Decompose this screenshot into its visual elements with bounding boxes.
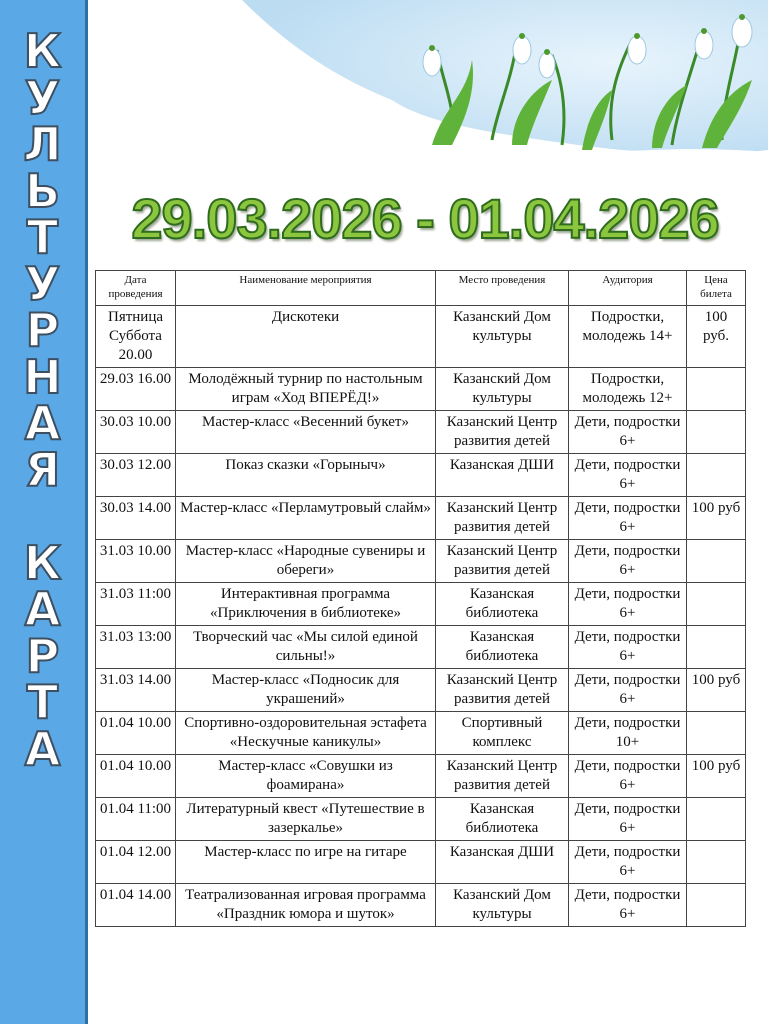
cell-place: Казанская библиотека	[436, 583, 569, 626]
cell-date: 29.03 16.00	[96, 368, 176, 411]
cell-name: Мастер-класс по игре на гитаре	[176, 841, 436, 884]
cell-audience: Дети, подростки 6+	[569, 798, 687, 841]
cell-price: 100 руб	[687, 755, 746, 798]
header-place: Место проведения	[436, 271, 569, 306]
side-title-letter: У	[24, 256, 61, 311]
cell-name: Дискотеки	[176, 306, 436, 368]
cell-name: Театрализованная игровая программа «Праздник юмора и шуток»	[176, 884, 436, 927]
cell-place: Казанский Дом культуры	[436, 884, 569, 927]
cell-place: Казанский Дом культуры	[436, 306, 569, 368]
cell-name: Мастер-класс «Подносик для украшений»	[176, 669, 436, 712]
cell-date: 31.03 11:00	[96, 583, 176, 626]
side-title-letter: Т	[26, 675, 59, 729]
cell-place: Казанский Дом культуры	[436, 368, 569, 411]
cell-date: 30.03 14.00	[96, 497, 176, 540]
cell-name: Спортивно-оздоровительная эстафета «Нескучные каникулы»	[176, 712, 436, 755]
table-row	[96, 712, 746, 755]
cell-price: 100 руб	[687, 669, 746, 712]
cell-date: 01.04 12.00	[96, 841, 176, 884]
cell-name: Мастер-класс «Весенний букет»	[176, 411, 436, 454]
cell-place: Казанский Центр развития детей	[436, 669, 569, 712]
cell-audience: Дети, подростки 6+	[569, 411, 687, 454]
cell-place: Казанская библиотека	[436, 798, 569, 841]
cell-name: Мастер-класс «Совушки из фоамирана»	[176, 755, 436, 798]
table-row	[96, 540, 746, 583]
cell-date: 30.03 12.00	[96, 454, 176, 497]
events-table	[95, 270, 746, 927]
cell-audience: Дети, подростки 6+	[569, 540, 687, 583]
cell-name: Мастер-класс «Народные сувениры и обереги»	[176, 540, 436, 583]
cell-place: Спортивный комплекс	[436, 712, 569, 755]
table-header-row	[96, 271, 746, 306]
table-row	[96, 755, 746, 798]
side-title-letter: Я	[24, 442, 61, 497]
cell-audience: Дети, подростки 10+	[569, 712, 687, 755]
cell-audience: Дети, подростки 6+	[569, 755, 687, 798]
side-banner	[0, 0, 88, 1024]
cell-date: 31.03 14.00	[96, 669, 176, 712]
side-title-letter: У	[24, 70, 61, 125]
cell-date: 31.03 10.00	[96, 540, 176, 583]
cell-audience: Дети, подростки 6+	[569, 497, 687, 540]
side-title-letter: Ь	[24, 163, 61, 218]
cell-price	[687, 884, 746, 927]
side-title-letter: А	[24, 396, 61, 450]
table-row	[96, 669, 746, 712]
cell-price: 100 руб	[687, 497, 746, 540]
date-range-heading: 29.03.2026 - 01.04.2026	[131, 187, 719, 250]
table-row	[96, 411, 746, 454]
cell-price	[687, 841, 746, 884]
table-row	[96, 497, 746, 540]
header-audience: Аудитория	[569, 271, 687, 306]
cell-date: 31.03 13:00	[96, 626, 176, 669]
table-row	[96, 884, 746, 927]
cell-audience: Дети, подростки 6+	[569, 454, 687, 497]
table-row	[96, 306, 746, 368]
cell-name: Показ сказки «Горыныч»	[176, 454, 436, 497]
side-title-letter: А	[24, 721, 61, 776]
side-title-letter: А	[24, 582, 61, 636]
side-title-letter: Н	[23, 349, 62, 404]
table-row	[96, 583, 746, 626]
cell-price	[687, 583, 746, 626]
cell-date: 01.04 14.00	[96, 884, 176, 927]
cell-place: Казанский Центр развития детей	[436, 755, 569, 798]
cell-price	[687, 368, 746, 411]
cell-price	[687, 411, 746, 454]
table-row	[96, 798, 746, 841]
table-row	[96, 626, 746, 669]
cell-place: Казанский Центр развития детей	[436, 411, 569, 454]
cell-date: Пятница Суббота 20.00	[96, 306, 176, 368]
cell-audience: Подростки, молодежь 14+	[569, 306, 687, 368]
cell-place: Казанская ДШИ	[436, 841, 569, 884]
header-name: Наименование мероприятия	[176, 271, 436, 306]
cell-name: Творческий час «Мы силой единой сильны!»	[176, 626, 436, 669]
cell-price	[687, 712, 746, 755]
table-row	[96, 454, 746, 497]
side-title	[0, 24, 85, 776]
side-title-letter: К	[23, 24, 62, 78]
table-row	[96, 368, 746, 411]
side-title-letter: Л	[23, 117, 62, 171]
cell-place: Казанская ДШИ	[436, 454, 569, 497]
cell-price: 100 руб.	[687, 306, 746, 368]
cell-audience: Дети, подростки 6+	[569, 626, 687, 669]
cell-name: Литературный квест «Путешествие в зазеркалье»	[176, 798, 436, 841]
side-title-letter: Т	[26, 210, 59, 264]
cell-place: Казанский Центр развития детей	[436, 497, 569, 540]
cell-date: 30.03 10.00	[96, 411, 176, 454]
cell-date: 01.04 11:00	[96, 798, 176, 841]
cell-place: Казанский Центр развития детей	[436, 540, 569, 583]
cell-price	[687, 454, 746, 497]
cell-date: 01.04 10.00	[96, 712, 176, 755]
cell-audience: Подростки, молодежь 12+	[569, 368, 687, 411]
header-price: Цена билета	[687, 271, 746, 306]
cell-audience: Дети, подростки 6+	[569, 669, 687, 712]
table-body	[96, 306, 746, 927]
side-title-letter: К	[23, 535, 62, 590]
cell-price	[687, 626, 746, 669]
side-title-letter: Р	[25, 303, 60, 357]
header-date: Дата проведения	[96, 271, 176, 306]
cell-price	[687, 540, 746, 583]
cell-name: Мастер-класс «Перламутровый слайм»	[176, 497, 436, 540]
cell-audience: Дети, подростки 6+	[569, 884, 687, 927]
table-row	[96, 841, 746, 884]
cell-name: Молодёжный турнир по настольным играм «Ход ВПЕРЁД!»	[176, 368, 436, 411]
side-title-letter: Р	[25, 628, 60, 683]
cell-place: Казанская библиотека	[436, 626, 569, 669]
cell-name: Интерактивная программа «Приключения в библиотеке»	[176, 583, 436, 626]
cell-date: 01.04 10.00	[96, 755, 176, 798]
cell-audience: Дети, подростки 6+	[569, 841, 687, 884]
cell-audience: Дети, подростки 6+	[569, 583, 687, 626]
snowdrop-illustration	[92, 0, 768, 165]
cell-price	[687, 798, 746, 841]
